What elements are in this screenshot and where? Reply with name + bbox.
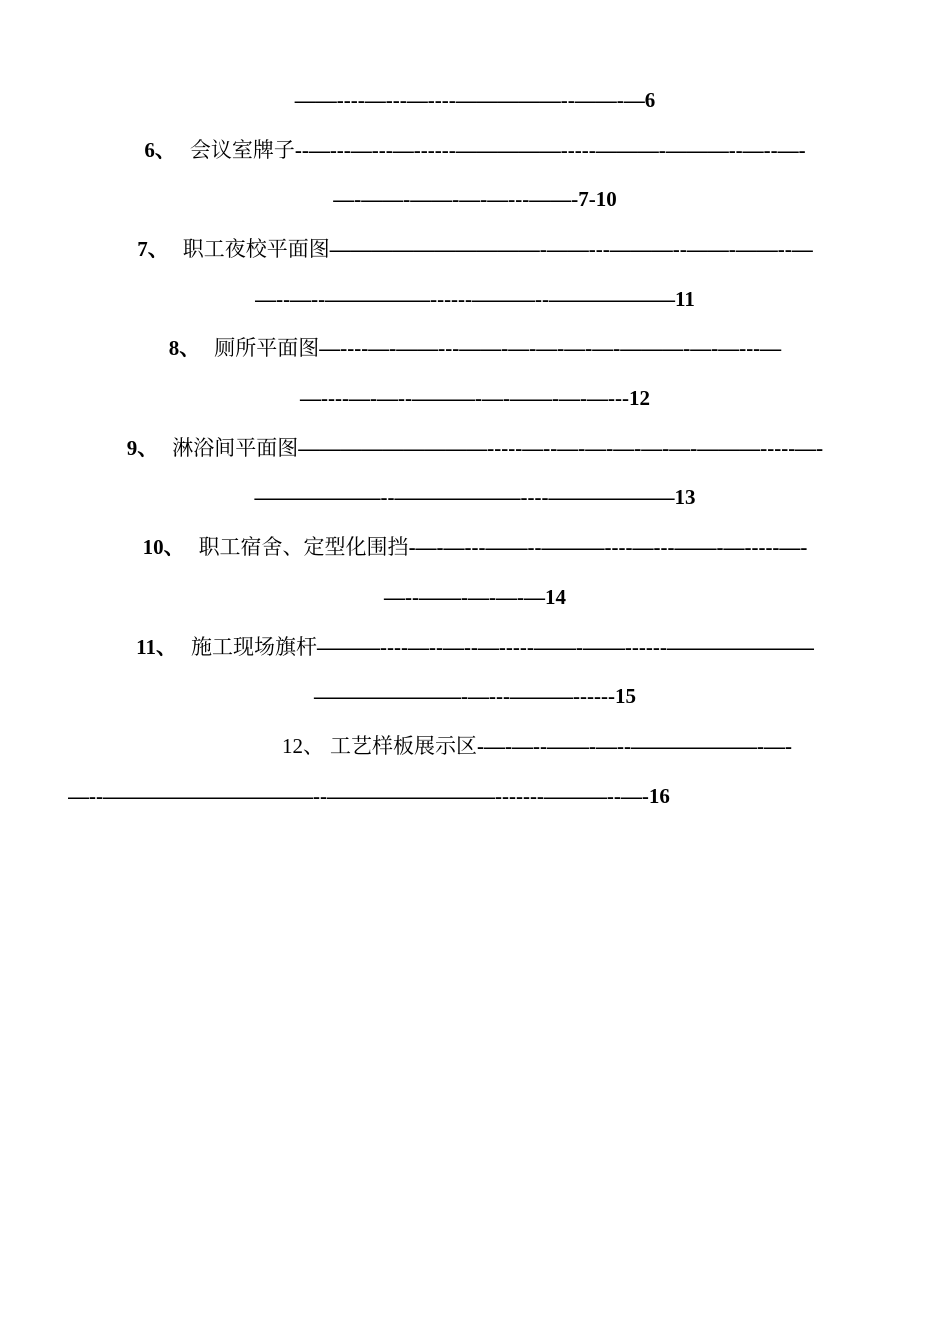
toc-page-number: 16: [648, 784, 670, 808]
toc-number: 6: [144, 138, 155, 162]
toc-line-10: [60, 530, 890, 564]
toc-line-11: [60, 580, 890, 614]
toc-leader: ——----—---—----—————--——-—: [294, 88, 645, 112]
toc-line-13: [60, 679, 890, 713]
toc-number: 10: [142, 535, 164, 559]
toc-leader: —----—-——---——-—-—-—-—-———-—-—---—: [319, 336, 782, 360]
toc-line-5: [60, 282, 890, 316]
toc-leader: -—-—--——-—--——————-—-: [477, 734, 792, 758]
toc-leader: —————————-----—--—-—-—-—-—-———-----—-: [298, 436, 824, 460]
toc-leader: ——————————-——---———--——-——--—: [329, 237, 813, 261]
toc-separator: 、: [155, 634, 177, 659]
toc-title: 工艺样板展示区: [330, 734, 477, 758]
toc-leader: —--——-—-—-—: [384, 585, 545, 609]
toc-page-number: 13: [674, 485, 696, 509]
toc-leader: —--——————————--————————-------———--—-: [68, 784, 649, 808]
toc-line-6: [60, 331, 890, 365]
toc-page-number: 14: [544, 585, 566, 609]
toc-leader: —--—--—————------———--——————: [255, 287, 676, 311]
toc-leader: ———————-—---———------: [314, 684, 615, 708]
toc-number: 11: [136, 635, 156, 659]
toc-line-7: [60, 381, 890, 415]
toc-leader: ———----—--—--—-----——-——------———————: [316, 635, 814, 659]
toc-title: 职工宿舍、定型化围挡: [198, 535, 409, 559]
toc-title: 会议室牌子: [189, 138, 295, 162]
toc-leader: —----—-—--———-—-——-—-—---: [300, 386, 629, 410]
toc-page-number: 15: [614, 684, 636, 708]
toc-page-number: 12: [628, 386, 650, 410]
toc-page-number: 6: [644, 88, 656, 112]
toc-number: 12: [282, 734, 303, 758]
toc-page-number: 11: [675, 287, 695, 311]
toc-line-9: [60, 480, 890, 514]
toc-page-number: 7-10: [578, 187, 617, 211]
toc-leader: —-——-——-—-—---——-: [333, 187, 579, 211]
toc-leader: -—-—---——--———----—---——-—-----—-: [408, 535, 808, 559]
toc-line-3: [60, 182, 890, 216]
toc-line-14: [282, 729, 882, 763]
toc-title: 淋浴间平面图: [172, 436, 299, 460]
toc-separator: 、: [147, 236, 169, 261]
toc-leader: ——————--——————----——————: [254, 485, 675, 509]
toc-line-4: [60, 232, 890, 266]
toc-number: 9: [126, 436, 138, 460]
toc-title: 职工夜校平面图: [182, 237, 330, 261]
toc-separator: 、: [154, 137, 176, 162]
toc-separator: 、: [179, 335, 201, 360]
toc-line-1: [60, 83, 890, 117]
toc-separator: 、: [163, 534, 185, 559]
toc-title: 施工现场旗杆: [190, 635, 317, 659]
toc-number: 8: [168, 336, 180, 360]
toc-line-15: [68, 779, 888, 813]
toc-separator: 、: [303, 734, 324, 758]
toc-separator: 、: [137, 435, 159, 460]
toc-line-2: [60, 133, 890, 167]
toc-leader: --—---—---—------—————-----———-———--—--—-: [294, 138, 806, 162]
toc-line-12: [60, 630, 890, 664]
toc-number: 7: [137, 237, 148, 261]
toc-title: 厕所平面图: [214, 336, 320, 360]
toc-line-8: [60, 431, 890, 465]
